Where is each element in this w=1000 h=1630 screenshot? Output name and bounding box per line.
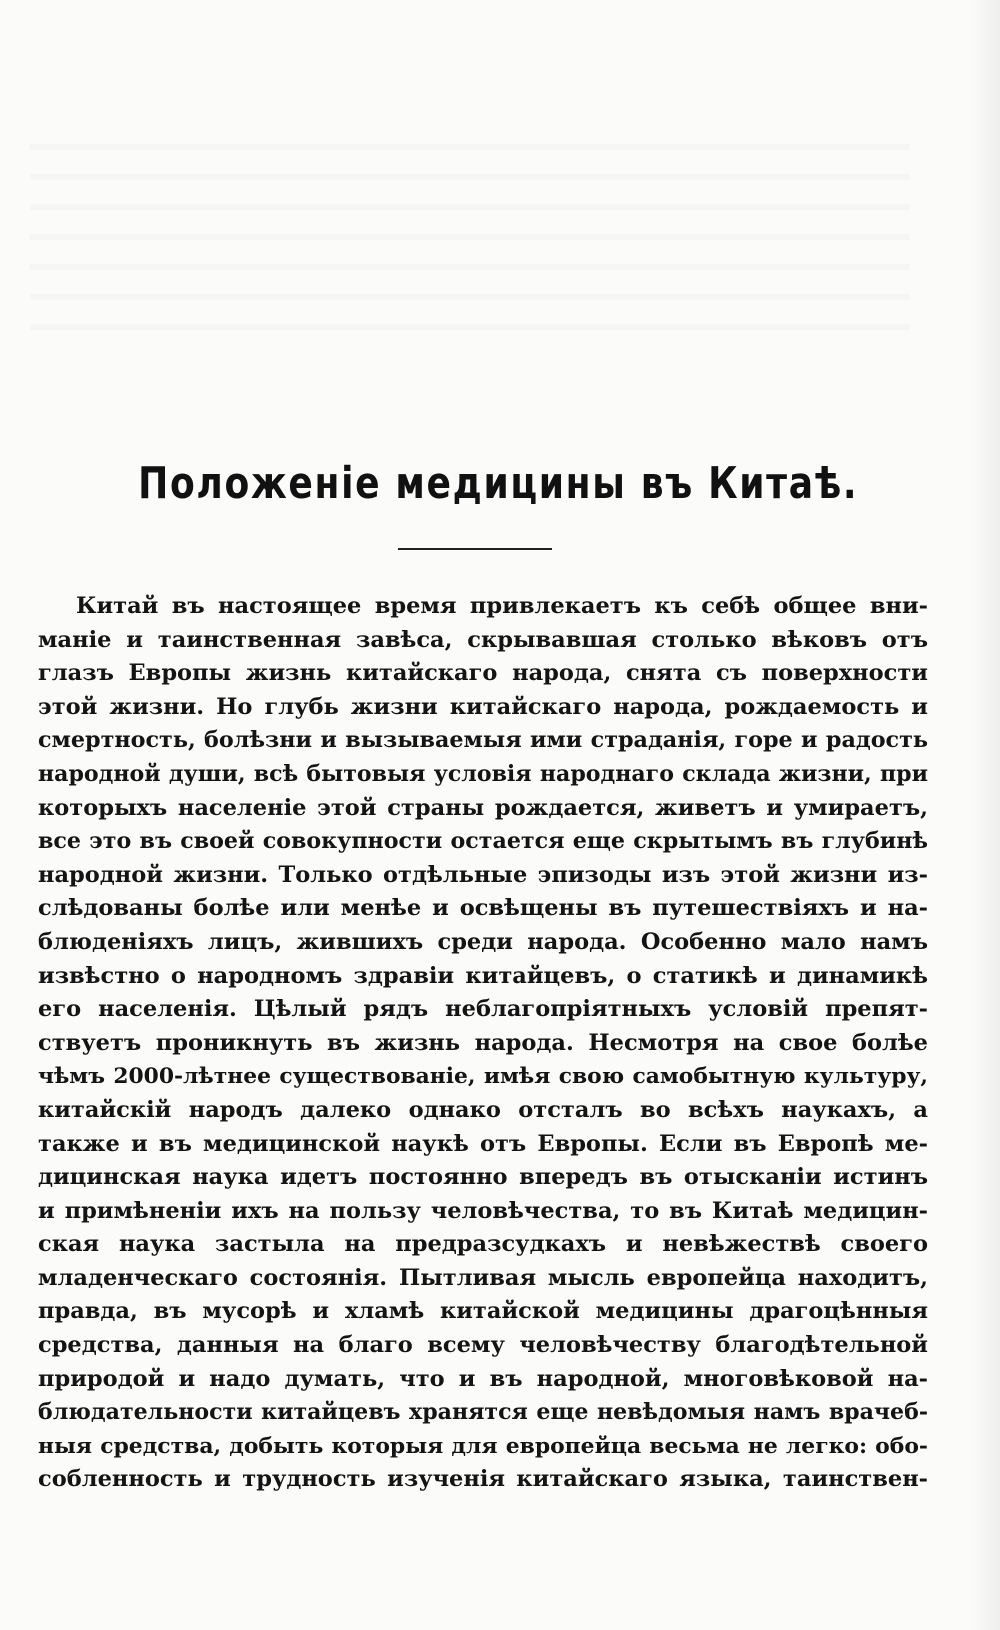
text-line: народной души, всѣ бытовыя условія народнаго склада жизни, при: [38, 760, 928, 787]
text-line: блюдательности китайцевъ хранятся еще невѣдомыя намъ врачеб-: [38, 1399, 928, 1426]
text-line: младенческаго состоянія. Пытливая мысль европейца находитъ,: [38, 1264, 928, 1291]
text-line: все это въ своей совокупности остается еще скрытымъ въ глубинѣ: [38, 828, 928, 855]
page-edge-shadow: [972, 0, 1000, 1630]
text-line: его населенія. Цѣлый рядъ неблагопріятныхъ условій препят-: [38, 996, 928, 1023]
text-line: маніе и таинственная завѣса, скрывавшая столько вѣковъ отъ: [38, 626, 928, 653]
bleed-through-text: [30, 120, 910, 350]
title-divider: [398, 548, 552, 550]
text-line: извѣстно о народномъ здравіи китайцевъ, о статикѣ и динамикѣ: [38, 962, 928, 989]
text-line: и примѣненіи ихъ на пользу человѣчества, то въ Китаѣ медицин-: [38, 1197, 928, 1224]
text-line: этой жизни. Но глубь жизни китайскаго народа, рождаемость и: [38, 693, 928, 720]
text-line: китайскій народъ далеко однако отсталъ во всѣхъ наукахъ, а: [38, 1096, 928, 1123]
text-line: слѣдованы болѣе или менѣе и освѣщены въ путешествіяхъ и на-: [38, 895, 928, 922]
text-line: блюденіяхъ лицъ, жившихъ среди народа. Особенно мало намъ: [38, 928, 928, 955]
text-line: ская наука застыла на предразсудкахъ и невѣжествѣ своего: [38, 1231, 928, 1258]
text-line: народной жизни. Только отдѣльные эпизоды изъ этой жизни из-: [38, 861, 928, 888]
text-line: чѣмъ 2000-лѣтнее существованіе, имѣя свою самобытную культуру,: [38, 1064, 928, 1090]
text-line: правда, въ мусорѣ и хламѣ китайской медицины драгоцѣнныя: [38, 1298, 928, 1325]
text-line: глазъ Европы жизнь китайскаго народа, снята съ поверхности: [38, 660, 928, 687]
text-line: средства, данныя на благо всему человѣчеству благодѣтельной: [38, 1332, 928, 1359]
text-line: которыхъ населеніе этой страны рождается, живетъ и умираетъ,: [38, 794, 928, 821]
text-line: природой и надо думать, что и въ народной, многовѣковой на-: [38, 1365, 928, 1392]
text-line: собленность и трудность изученія китайскаго языка, таинствен-: [38, 1466, 928, 1493]
text-line: дицинская наука идетъ постоянно впередъ въ отысканіи истинъ: [38, 1164, 928, 1191]
text-line: смертность, болѣзни и вызываемыя ими страданія, горе и радость: [38, 727, 928, 754]
text-line: ныя средства, добыть которыя для европейца весьма не легко: обо-: [38, 1432, 928, 1459]
text-line: Китай въ настоящее время привлекаетъ къ себѣ общее вни-: [76, 593, 928, 619]
text-line: также и въ медицинской наукѣ отъ Европы. Если въ Европѣ ме-: [38, 1130, 928, 1157]
body-paragraph: [38, 590, 928, 1497]
page-title: Положеніе медицины въ Китаѣ.: [138, 458, 859, 509]
text-line: ствуетъ проникнуть въ жизнь народа. Несмотря на свое болѣе: [38, 1029, 928, 1056]
